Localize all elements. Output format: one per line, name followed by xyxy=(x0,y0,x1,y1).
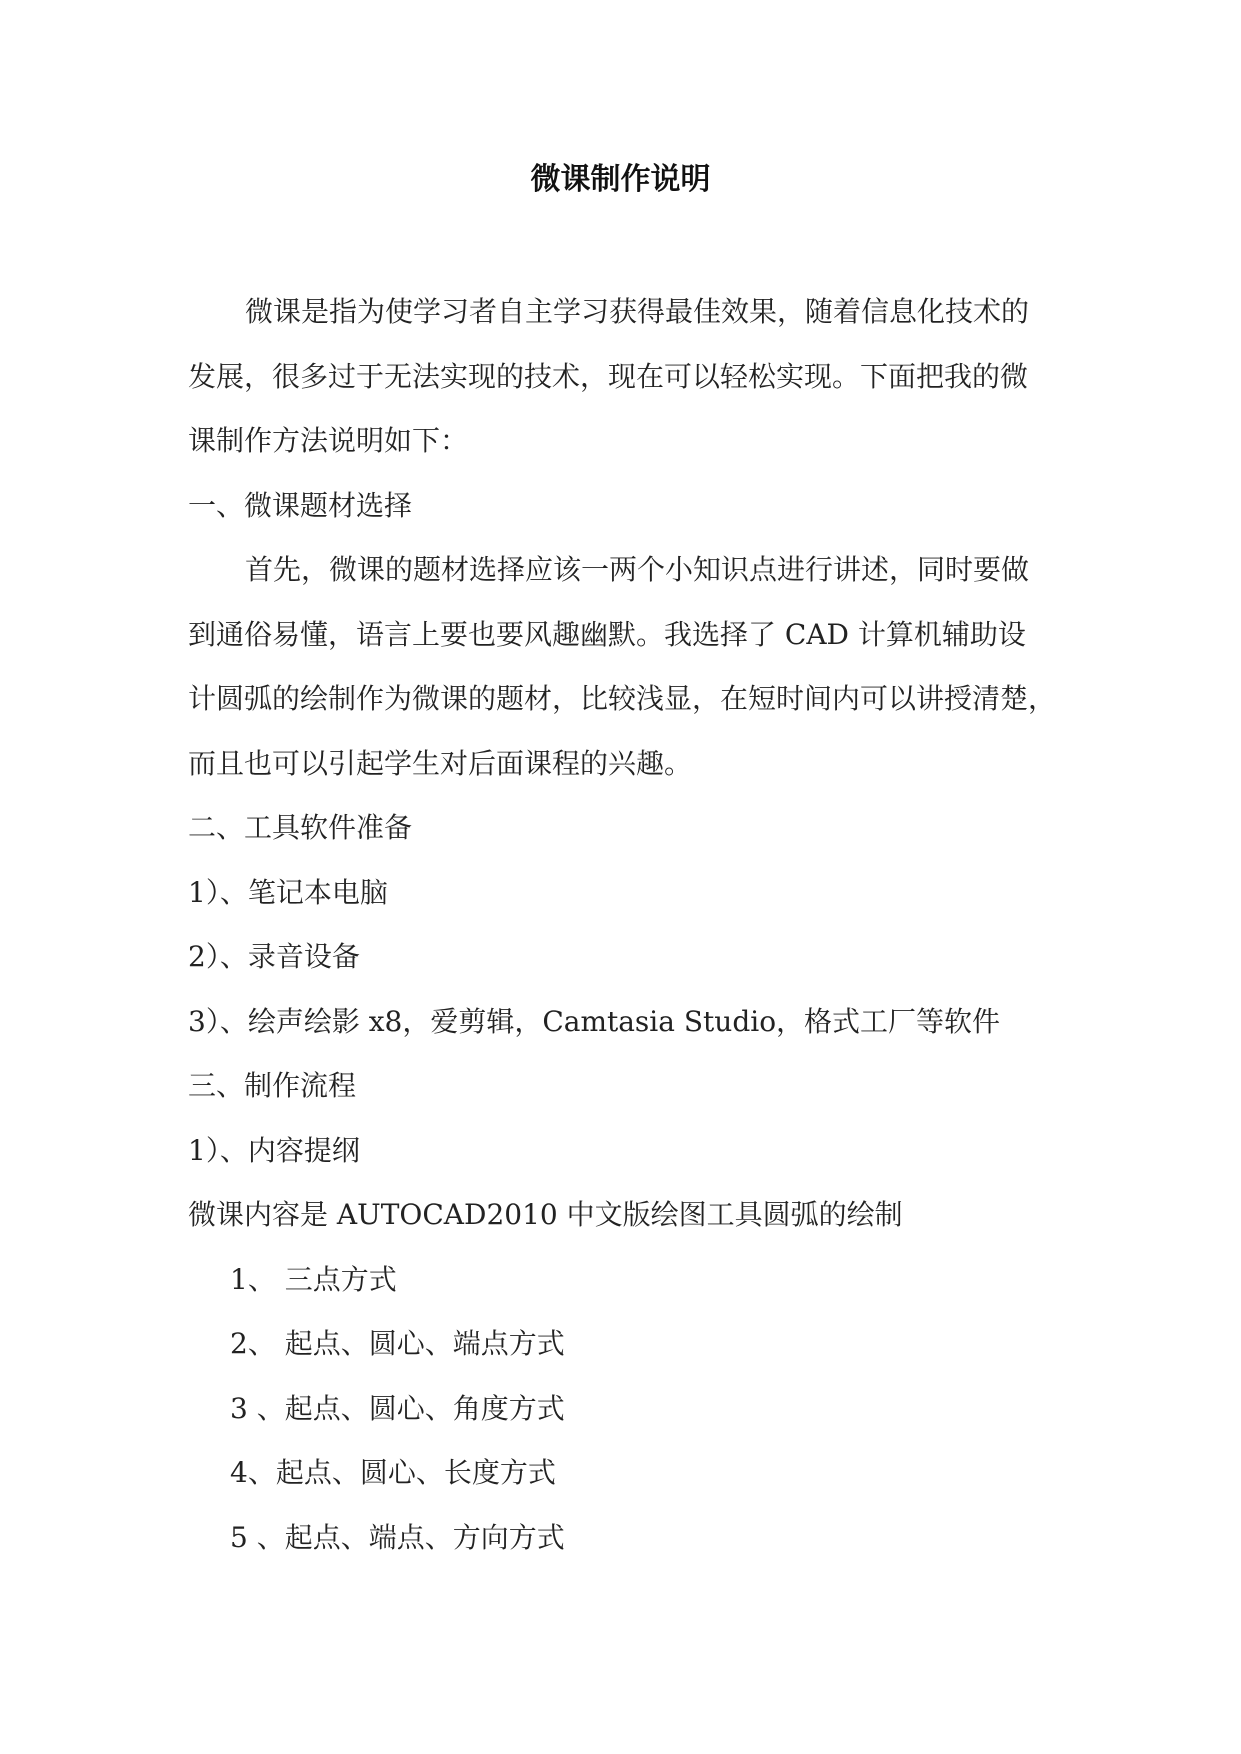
tool-item-software: 3）、绘声绘影 x8，爱剪辑，Camtasia Studio，格式工厂等软件 xyxy=(188,1005,1001,1038)
tool-item-laptop: 1）、笔记本电脑 xyxy=(188,876,388,909)
tool-item-recording: 2）、录音设备 xyxy=(188,940,360,973)
document-title: 微课制作说明 xyxy=(530,162,711,197)
intro-line-1: 微课是指为使学习者自主学习获得最佳效果，随着信息化技术的 xyxy=(245,295,1030,328)
method-item-5: 5 、起点、端点、方向方式 xyxy=(230,1521,565,1554)
intro-line-2: 发展，很多过于无法实现的技术，现在可以轻松实现。下面把我的微 xyxy=(188,360,1029,393)
section-heading-tools: 二、工具软件准备 xyxy=(188,811,413,844)
process-sub-heading: 1）、内容提纲 xyxy=(188,1134,360,1167)
method-item-1: 1、 三点方式 xyxy=(230,1263,397,1296)
method-item-4: 4、起点、圆心、长度方式 xyxy=(230,1456,556,1489)
method-item-3: 3 、起点、圆心、角度方式 xyxy=(230,1392,565,1425)
topic-paragraph-line-3: 计圆弧的绘制作为微课的题材，比较浅显，在短时间内可以讲授清楚， xyxy=(188,682,1057,715)
topic-paragraph-line-2: 到通俗易懂，语言上要也要风趣幽默。我选择了 CAD 计算机辅助设 xyxy=(188,618,1026,651)
intro-line-3: 课制作方法说明如下： xyxy=(188,424,469,457)
method-item-2: 2、 起点、圆心、端点方式 xyxy=(230,1327,565,1360)
content-description: 微课内容是 AUTOCAD2010 中文版绘图工具圆弧的绘制 xyxy=(188,1198,903,1231)
section-heading-topic: 一、微课题材选择 xyxy=(188,489,413,522)
topic-paragraph-line-1: 首先，微课的题材选择应该一两个小知识点进行讲述，同时要做 xyxy=(245,553,1030,586)
section-heading-process: 三、制作流程 xyxy=(188,1069,357,1102)
topic-paragraph-line-4: 而且也可以引起学生对后面课程的兴趣。 xyxy=(188,747,693,780)
